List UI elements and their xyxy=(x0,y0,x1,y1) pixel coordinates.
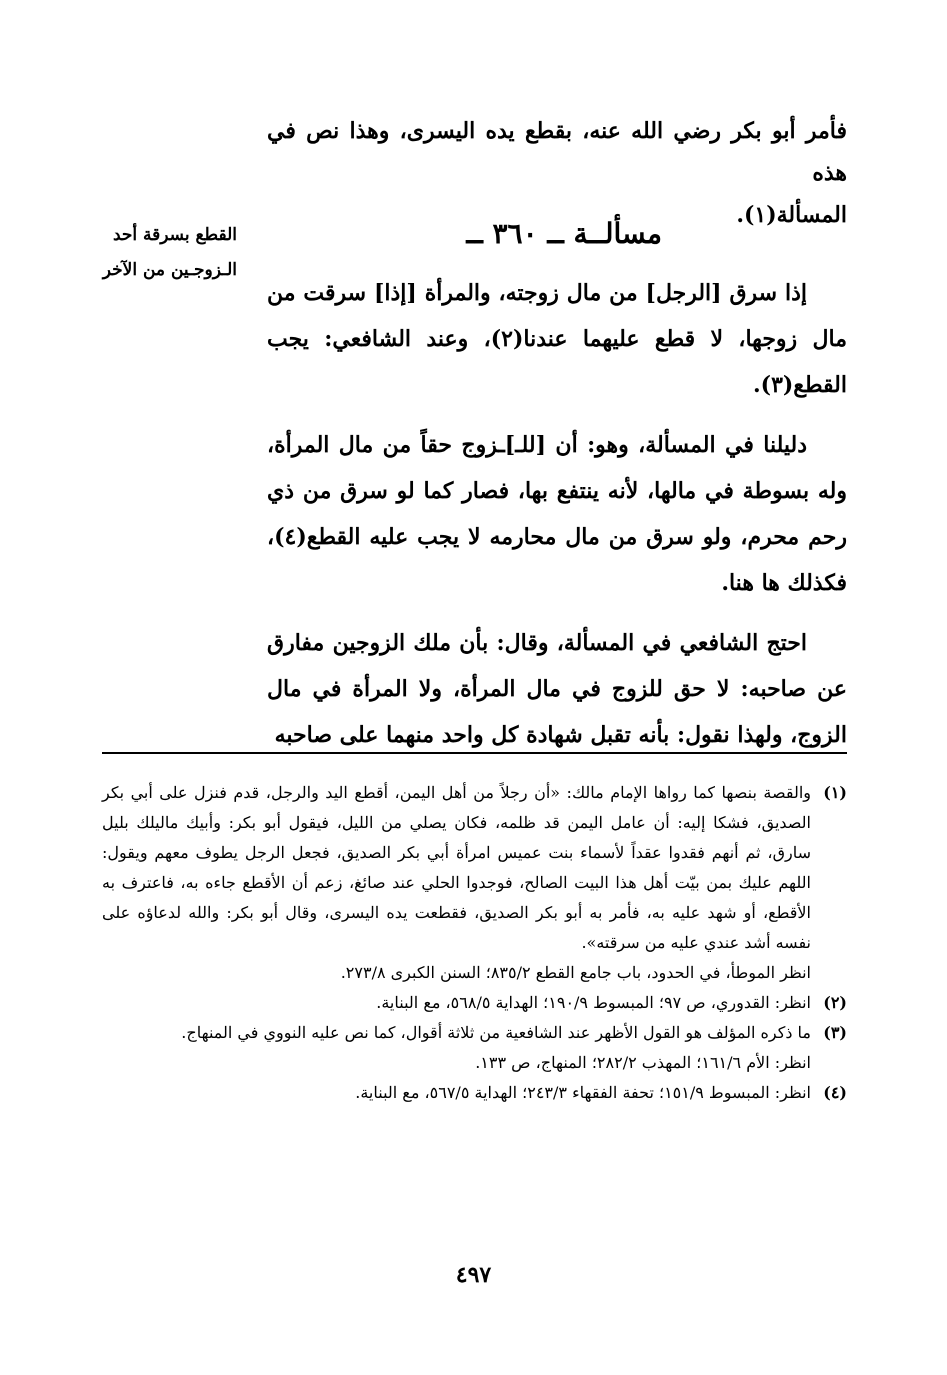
footnote-text: انظر: المبسوط ١٥١/٩؛ تحفة الفقهاء ٢٤٣/٣؛ الهداية ٥٦٧/٥، مع البناية. xyxy=(355,1083,811,1102)
footnote-divider xyxy=(102,752,847,754)
footnotes xyxy=(102,778,847,1108)
footnote-text: والقصة بنصها كما رواها الإمام مالك: «أن رجلاً من أهل اليمن، أقطع اليد والرجل، قدم فنزل على أبي بكر الصديق، فشكا إليه: أن عامل اليمن قد ظلمه، فكان يصلي من الليل، فيقول أبو بكر: وأبيك ماليلك بليل سارق، ثم أنهم فقدوا عقداً لأسماء بنت عميس امرأة أبي بكر الصديق، فجعل الرجل يطوف معهم ويقول: اللهم عليك بمن بيّت أهل هذا البيت الصالح، فوجدوا الحلي عند صائغ، زعم أن الأقطع جاءه به، فاعترف به الأقطع، أو شهد عليه به، فأمر به أبو بكر الصديق، فقطعت يده اليسرى، وقال أبو بكر: والله لدعاؤه على نفسه أشد عندي عليه من سرقته». xyxy=(102,783,811,952)
intro-line-2: المسألة(١). xyxy=(736,202,847,228)
footnote-4 xyxy=(102,1078,847,1108)
intro-line-1: فأمر أبو بكر رضي الله عنه، بقطع يده اليسرى، وهذا نص في هذه xyxy=(267,118,847,186)
paragraph-1: إذا سرق [الرجل] من مال زوجته، والمرأة [إذا] سرقت من مال زوجها، لا قطع عليهما عندنا(٢)، وعند الشافعي: يجب القطع(٣). xyxy=(267,280,847,398)
paragraph-2: دليلنا في المسألة، وهو: أن [للـ]ـزوج حقاً من مال المرأة، وله بسوطة في مالها، لأنه ينتفع بها، فصار كما لو سرق من ذي رحم محرم، ولو سرق من مال محارمه لا يجب عليه القطع(٤)، فكذلك ها هنا. xyxy=(267,432,847,596)
page-number: ٤٩٧ xyxy=(455,1262,492,1288)
issue-heading: مسألــة ــ ٣٦٠ ــ xyxy=(466,217,662,250)
main-text xyxy=(267,270,847,772)
footnote-number: (١) xyxy=(823,783,847,802)
footnote-2 xyxy=(102,988,847,1018)
footnote-reference: انظر: الأم ١٦١/٦؛ المهذب ٢٨٢/٢؛ المنهاج، ص ١٣٣. xyxy=(475,1053,811,1072)
paragraph-3: احتج الشافعي في المسألة، وقال: بأن ملك الزوجين مفارق عن صاحبه: لا حق للزوج في مال المرأة، ولا المرأة في مال الزوج، ولهذا نقول: بأنه تقبل شهادة كل واحد منهما على صاحبه xyxy=(267,630,847,748)
footnote-reference: انظر الموطأ، في الحدود، باب جامع القطع ٨٣٥/٢؛ السنن الكبرى ٢٧٣/٨. xyxy=(340,963,811,982)
margin-side-note: القطع بسرقة أحد الـزوجـين من الآخر xyxy=(102,225,237,280)
footnote-number: (٤) xyxy=(823,1083,847,1102)
footnote-3 xyxy=(102,1018,847,1048)
footnote-number: (٣) xyxy=(823,1023,847,1042)
footnote-text: انظر: القدوري، ص ٩٧؛ المبسوط ١٩٠/٩؛ الهداية ٥٦٨/٥، مع البناية. xyxy=(376,993,811,1012)
footnote-number: (٢) xyxy=(823,993,847,1012)
footnote-1 xyxy=(102,778,847,958)
footnote-text: ما ذكره المؤلف هو القول الأظهر عند الشافعية من ثلاثة أقوال، كما نص عليه النووي في المنهاج. xyxy=(181,1023,811,1042)
